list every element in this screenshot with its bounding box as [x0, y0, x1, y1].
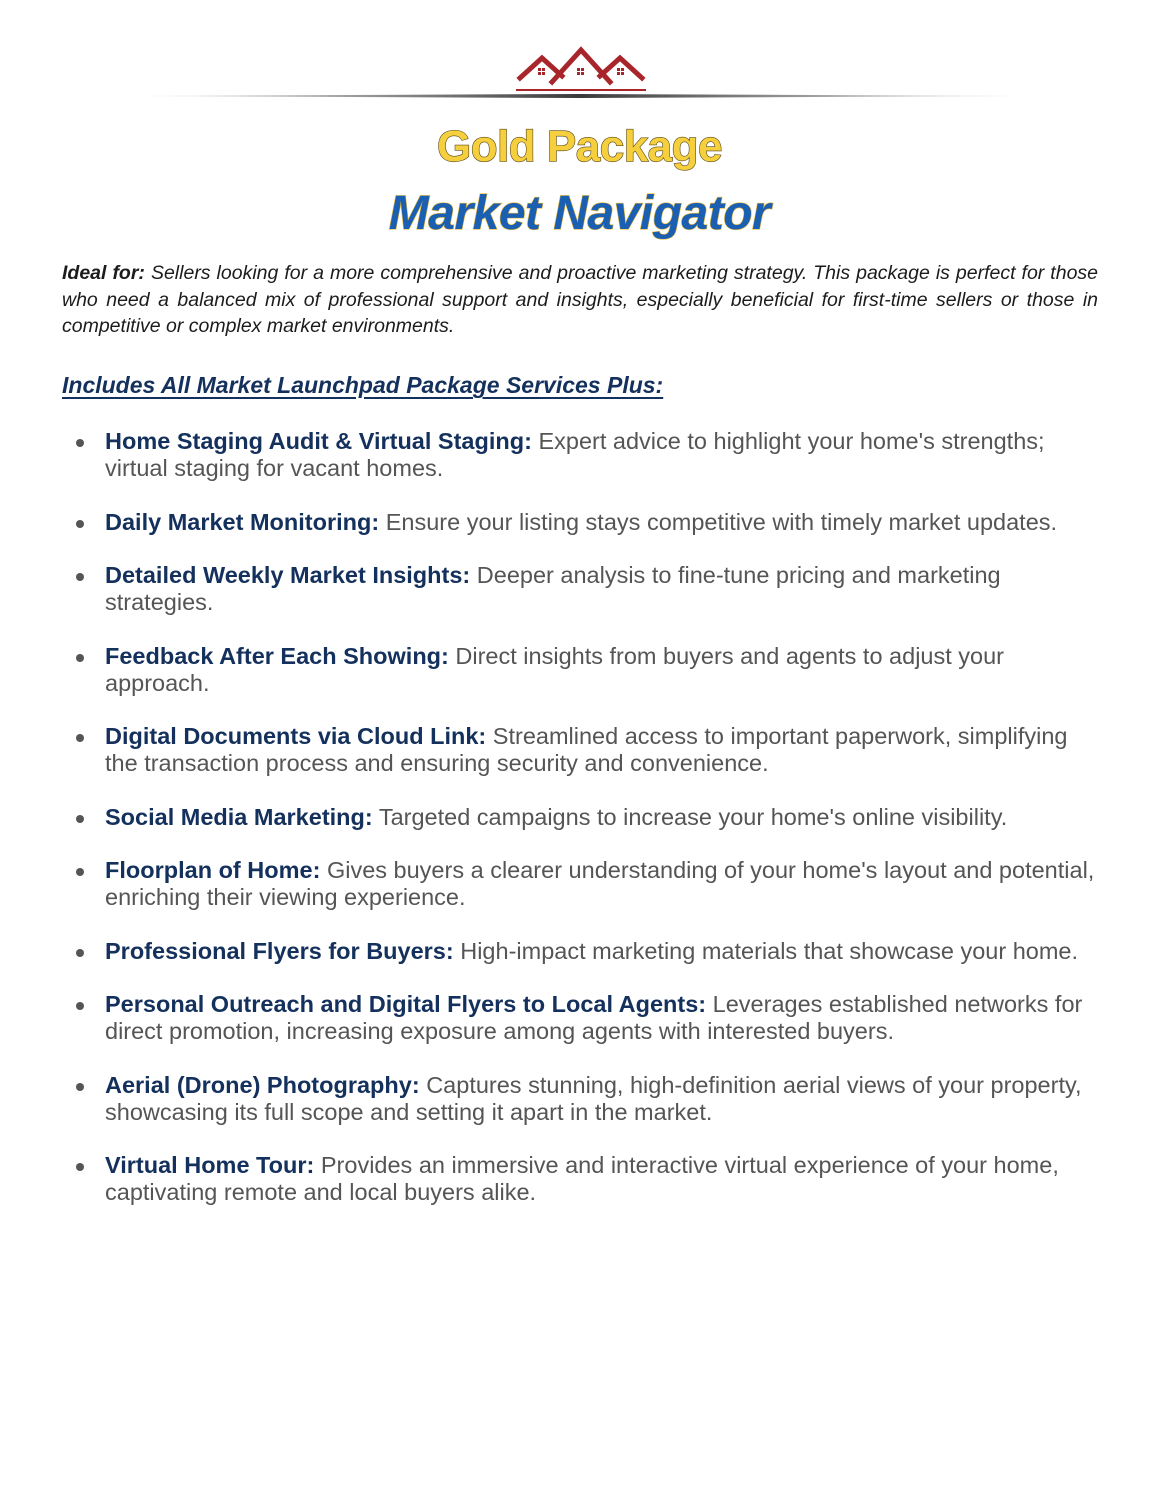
service-desc: Streamlined access to important paperwork, simplifying the transaction process and ensuring security and convenience. [105, 723, 1068, 776]
service-desc: Targeted campaigns to increase your home's online visibility. [378, 803, 1008, 830]
bullet-icon [76, 573, 84, 581]
service-desc: Provides an immersive and interactive virtual experience of your home, captivating remote and local buyers alike. [105, 1152, 1059, 1205]
ideal-for-paragraph [62, 260, 1098, 340]
service-desc: Gives buyers a clearer understanding of your home's layout and potential, enriching their viewing experience. [105, 857, 1095, 910]
service-term: Aerial (Drone) Photography: [105, 1071, 420, 1098]
list-item [70, 991, 1100, 1045]
package-title: Gold Package [436, 122, 722, 171]
service-term: Home Staging Audit & Virtual Staging: [105, 428, 532, 454]
bullet-icon [76, 1083, 84, 1091]
service-term: Detailed Weekly Market Insights: [105, 562, 471, 588]
service-term: Feedback After Each Showing: [105, 642, 449, 669]
list-item [70, 428, 1100, 482]
bullet-icon [76, 1002, 84, 1010]
bullet-icon [76, 654, 84, 662]
bullet-icon [76, 734, 84, 742]
list-item [70, 857, 1100, 911]
includes-heading: Includes All Market Launchpad Package Services Plus: [62, 372, 664, 398]
list-item [70, 723, 1100, 777]
service-term: Virtual Home Tour: [105, 1152, 315, 1178]
list-item [70, 1072, 1100, 1126]
service-desc: Direct insights from buyers and agents to adjust your approach. [105, 642, 1005, 696]
service-term: Professional Flyers for Buyers: [105, 937, 454, 964]
service-desc: Deeper analysis to fine-tune pricing and marketing strategies. [105, 562, 1001, 615]
house-roofs-icon [514, 44, 648, 94]
bullet-icon [76, 949, 84, 957]
package-name: Market Navigator [388, 187, 771, 240]
list-item [70, 562, 1100, 616]
ideal-for-label: Ideal for: [62, 262, 145, 284]
service-desc: Ensure your listing stays competitive with timely market updates. [385, 508, 1058, 535]
list-item [70, 1152, 1100, 1206]
service-desc: Captures stunning, high-definition aerial views of your property, showcasing its full scope and setting it apart in the market. [105, 1071, 1082, 1125]
service-desc: High-impact marketing materials that showcase your home. [460, 937, 1079, 964]
bullet-icon [76, 815, 84, 823]
bullet-icon [76, 1163, 84, 1171]
list-item [70, 509, 1100, 536]
service-term: Personal Outreach and Digital Flyers to Local Agents: [105, 991, 707, 1017]
header-divider [118, 94, 1042, 98]
service-desc: Expert advice to highlight your home's strengths; virtual staging for vacant homes. [105, 428, 1045, 481]
service-term: Floorplan of Home: [105, 857, 321, 883]
list-item [70, 643, 1100, 697]
ideal-for-text: Sellers looking for a more comprehensive and proactive marketing strategy. This package is perfect for those who need a balanced mix of professional support and insights, especially beneficial for first-time sellers or those in competitive or complex market environments. [62, 262, 1099, 337]
services-list [70, 428, 1100, 1233]
service-term: Daily Market Monitoring: [105, 508, 380, 535]
service-desc: Leverages established networks for direct promotion, increasing exposure among agents with interested buyers. [105, 991, 1083, 1044]
list-item [70, 804, 1100, 831]
bullet-icon [76, 520, 84, 528]
bullet-icon [76, 868, 84, 876]
service-term: Social Media Marketing: [105, 803, 373, 830]
service-term: Digital Documents via Cloud Link: [105, 723, 487, 749]
list-item [70, 938, 1100, 965]
bullet-icon [76, 439, 84, 447]
